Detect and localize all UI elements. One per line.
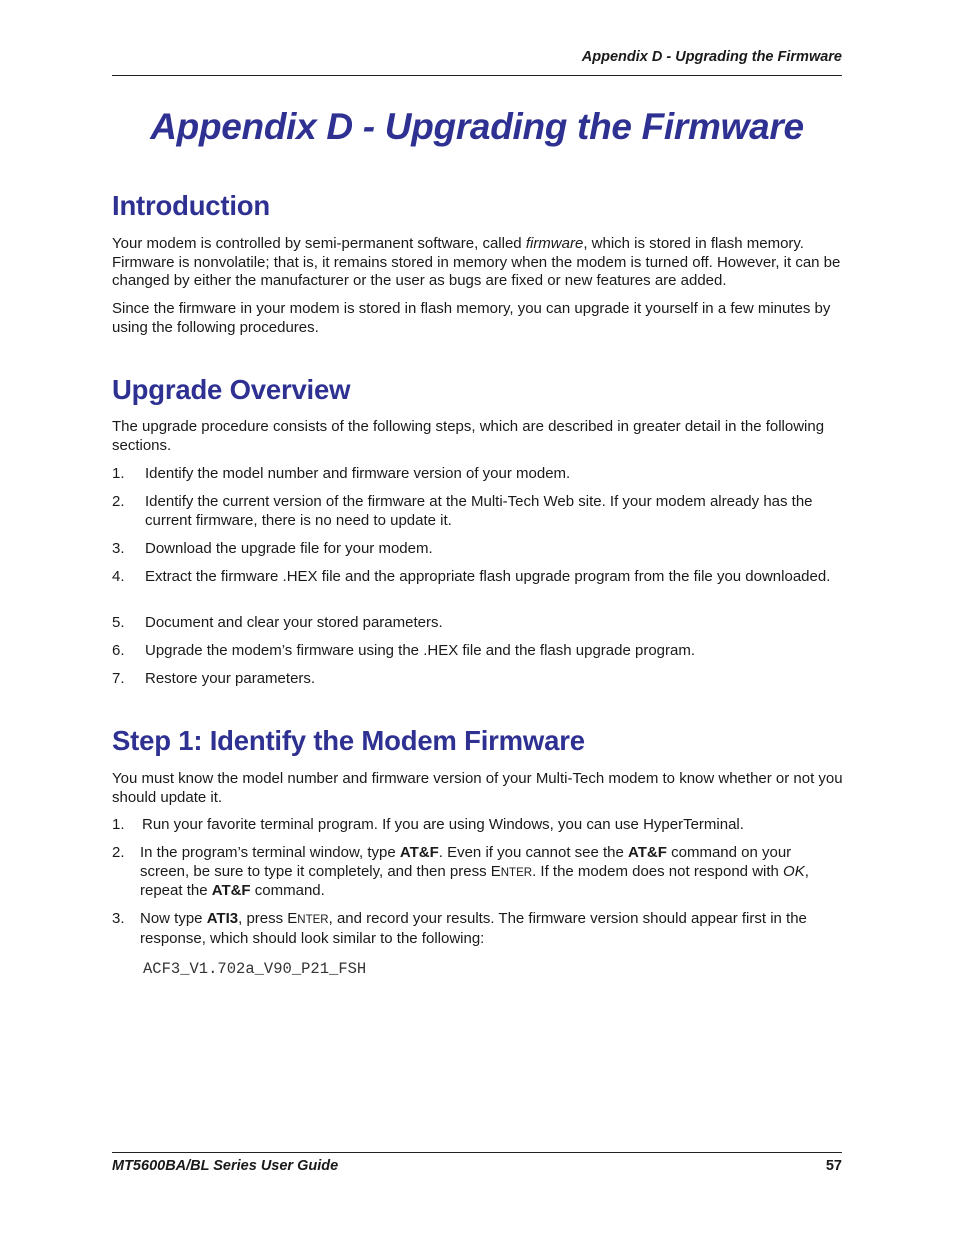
overview-step-text: Document and clear your stored parameters. <box>145 614 443 631</box>
intro-paragraph-1 <box>112 235 847 291</box>
text-run: command. <box>250 882 325 900</box>
overview-intro: The upgrade procedure consists of the following steps, which are described in greater detail in the following sections. <box>112 418 825 454</box>
overview-step-number: 6. <box>112 642 125 659</box>
heading-introduction: Introduction <box>112 190 270 221</box>
key-enter-smallcaps: NTER <box>297 914 329 926</box>
firmware-version-code-sample: ACF3_V1.702a_V90_P21_FSH <box>143 960 367 978</box>
footer-guide-title: MT5600BA/BL Series User Guide <box>112 1158 339 1174</box>
text-run: , press E <box>238 910 298 927</box>
page-title: Appendix D - Upgrading the Firmware <box>150 106 804 147</box>
overview-step-number: 1. <box>112 465 125 482</box>
overview-step-text: Download the upgrade file for your modem. <box>145 540 433 557</box>
overview-step-text: Extract the firmware .HEX file and the appropriate flash upgrade program from the file you downloaded. <box>145 568 831 585</box>
response-ok: OK <box>783 862 805 880</box>
heading-step1: Step 1: Identify the Modem Firmware <box>112 725 585 756</box>
overview-step-text: Restore your parameters. <box>145 670 316 687</box>
command-atf: AT&F <box>211 882 251 900</box>
text-run: . If the modem does not respond with <box>532 862 784 880</box>
overview-step-text: Identify the model number and firmware version of your modem. <box>145 465 571 482</box>
text-run: Now type <box>140 910 207 927</box>
step1-item-text <box>140 844 840 901</box>
running-header: Appendix D - Upgrading the Firmware <box>581 49 842 65</box>
step1-item-number: 2. <box>112 844 125 861</box>
overview-step-text: Identify the current version of the firmware at the Multi-Tech Web site. If your modem already has the current firmware, there is no need to update it. <box>145 493 813 529</box>
overview-step-text: Upgrade the modem’s firmware using the .HEX file and the flash upgrade program. <box>145 642 696 659</box>
step1-item-number: 1. <box>112 816 125 833</box>
overview-step-number: 5. <box>112 614 125 631</box>
intro-p1-text-a: Your modem is controlled by semi-permanent software, called <box>112 235 526 252</box>
intro-p1-text-b: , which is stored in flash memory. Firmware is nonvolatile; that is, it remains stored in memory when the modem is turned off. However, it can be changed by either the manufacturer or the user as bugs are fixed or new features are added. <box>112 235 841 290</box>
overview-step-number: 7. <box>112 670 125 687</box>
command-atf: AT&F <box>628 844 667 861</box>
overview-step-number: 2. <box>112 493 125 510</box>
footer-page-number: 57 <box>825 1158 842 1174</box>
intro-paragraph-2: Since the firmware in your modem is stored in flash memory, you can upgrade it yourself in a few minutes by using the following procedures. <box>112 300 831 336</box>
step1-item-text: Run your favorite terminal program. If you are using Windows, you can use HyperTerminal. <box>142 816 744 833</box>
command-atf: AT&F <box>399 844 439 861</box>
step1-item-text <box>140 910 840 948</box>
step1-intro: You must know the model number and firmware version of your Multi-Tech modem to know whether or not you should update it. <box>112 770 843 806</box>
text-run: command on your screen, be sure to type it completely, and then press E <box>140 844 792 880</box>
step1-item-number: 3. <box>112 910 125 927</box>
heading-upgrade-overview: Upgrade Overview <box>112 374 351 405</box>
overview-step-number: 4. <box>112 568 125 585</box>
text-run: , and record your results. The firmware version should appear first in the response, which should look similar to the following: <box>140 910 807 947</box>
text-run: . Even if you cannot see the <box>438 844 629 861</box>
text-run: In the program’s terminal window, type <box>140 844 400 861</box>
overview-step-number: 3. <box>112 540 125 557</box>
key-enter-smallcaps: NTER <box>500 866 533 879</box>
intro-p1-firmware-term: firmware <box>525 235 584 252</box>
header-rule <box>112 75 842 76</box>
command-ati3: ATI3 <box>206 910 239 927</box>
text-run: , repeat the <box>140 862 809 900</box>
footer-rule <box>112 1152 842 1153</box>
